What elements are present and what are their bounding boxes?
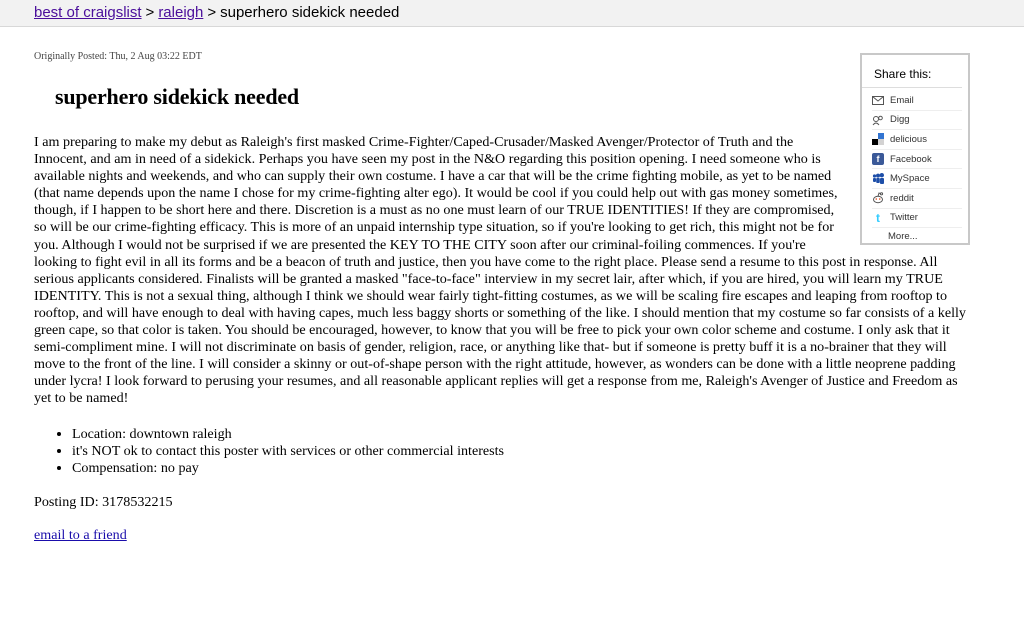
post-attributes — [34, 426, 504, 477]
breadcrumb-link-raleigh[interactable]: raleigh — [158, 4, 204, 21]
share-item-label: delicious — [890, 133, 927, 145]
attribute-location: • Location: downtown raleigh — [72, 426, 504, 443]
share-item-label: Email — [890, 94, 914, 106]
share-heading: Share this: — [862, 55, 962, 88]
breadcrumb-separator: > — [207, 4, 217, 21]
breadcrumb-current: superhero sidekick needed — [220, 4, 400, 21]
envelope-icon — [872, 94, 884, 106]
twitter-icon: t — [876, 210, 880, 225]
breadcrumb-link-best-of-craigslist[interactable]: best of craigslist — [34, 4, 142, 21]
share-item-label: Facebook — [890, 153, 932, 165]
post-body-text: I am preparing to make my debut as Raleigh's first masked Crime-Fighter/Caped-Crusader/Masked Avenger/Protector of Truth and the Innocent, and am in need of a sidekick. Perhaps you have seen my post in the N&O regarding this position opening. I need someone who is available nights and weekends, and who can supply their own costume. I have a car that will be the crime fighting mobile, as yet to be named (that name depends upon the name I chose for my crime-fighting alter ego). It would be cool if you could help out with gas money sometimes, though, if I happen to be short here and there. Discretion is a must as no one must learn of our TRUE IDENTITIES! If they are compromised, so will be our crime-fighting efficacy. This is more of an unpaid internship type situation, so if you're looking to get rich, this might not be for you. Although I would not be surprised if we are presented the KEY TO THE CITY soon after our criminal-foiling commences. If you're looking to fight evil in all its forms and be a beacon of truth and justice, then you have come to the right place. Please send a resume to this post in response. All serious applicants considered. Finalists will be granted a masked "face-to-face" interview in my secret lair, after which, if you are hired, you will learn my TRUE IDENTITY. This is not a sexual thing, although I think we should wear fairly tight-fitting costumes, as we will be scaling fire escapes and leaping from rooftop to rooftop, and will have enough to deal with having capes, much less baggy shorts or something of the like. I should mention that my costume so far consists of a kelly green cape, so that color is taken. You should be encouraged, however, to know that you will be free to pick your own color scheme and costume. I only ask that it semi-compliment mine. I will not discriminate on basis of gender, religion, race, or anything like that- but if someone is pretty buff it is a no-brainer that they will move to the front of the line. I will consider a skinny or out-of-shape person with the right attitude, however, as wonders can be done with a little neoprene padding under lycra! I look forward to perusing your resumes, and all reasonable applicant replies will get a response from me, Raleigh's Avenger of Justice and Freedom as yet to be named! — [34, 134, 966, 407]
email-to-a-friend-link[interactable]: email to a friend — [34, 527, 127, 543]
page-title: superhero sidekick needed — [55, 84, 299, 109]
share-item-label: Digg — [890, 114, 910, 126]
share-item-digg[interactable] — [872, 111, 962, 131]
share-box-spacer — [845, 134, 969, 244]
share-item-label: MySpace — [890, 173, 930, 185]
attribute-compensation: • Compensation: no pay — [72, 460, 504, 477]
share-item-email[interactable] — [872, 91, 962, 111]
share-item-label: reddit — [890, 192, 914, 204]
facebook-icon: f — [872, 153, 884, 165]
digg-icon — [872, 114, 884, 126]
breadcrumb — [0, 0, 1024, 27]
posting-id: Posting ID: 3178532215 — [34, 494, 173, 510]
share-item-label: Twitter — [890, 212, 918, 224]
share-more-link[interactable]: More... — [888, 231, 918, 243]
post-body — [34, 134, 969, 408]
breadcrumb-separator: > — [145, 4, 155, 21]
attribute-contact-notice: • it's NOT ok to contact this poster with services or other commercial interests — [72, 443, 504, 460]
posted-date: Originally Posted: Thu, 2 Aug 03:22 EDT — [34, 51, 202, 62]
